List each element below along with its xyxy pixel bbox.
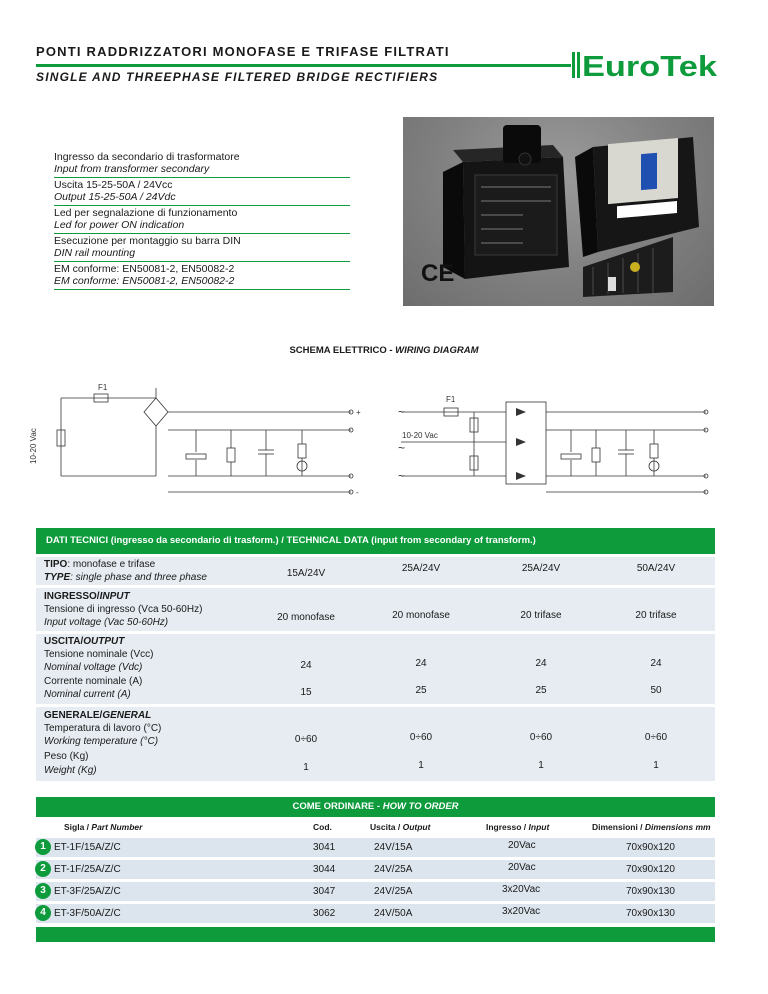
order-row	[36, 904, 715, 923]
order-code: 3044	[313, 864, 336, 875]
page-title: PONTI RADDRIZZATORI MONOFASE E TRIFASE FILTRATI	[36, 44, 450, 59]
feature-list	[54, 150, 350, 290]
type-label-en: TYPE: single phase and three phase	[44, 572, 207, 583]
voltage-value: 24	[535, 658, 547, 669]
current-value: 25	[415, 685, 427, 696]
feature-item	[54, 206, 350, 234]
col-part-number: Sigla / Part Number	[64, 822, 143, 832]
dimensions-value: 70x90x120	[626, 864, 675, 875]
feature-item	[54, 150, 350, 178]
feature-text-en: Output 15-25-50A / 24Vdc	[54, 191, 176, 203]
minus-label: -	[356, 488, 359, 497]
type-value: 50A/24V	[636, 563, 676, 574]
technical-data-header: DATI TECNICI (ingresso da secondario di trasform.) / TECHNICAL DATA (input from secondary of transform.)	[36, 528, 715, 554]
input-value: 20 trifase	[520, 610, 562, 621]
temp-value: 0÷60	[294, 734, 318, 745]
input-voltage-label-right: 10-20 Vac	[402, 431, 438, 440]
part-number: ET-3F/50A/Z/C	[54, 908, 121, 919]
row-number-badge: 1	[35, 839, 51, 855]
part-number: ET-1F/15A/Z/C	[54, 842, 121, 853]
type-value: 25A/24V	[521, 563, 561, 574]
current-value: 25	[535, 685, 547, 696]
input-label-it: Tensione di ingresso (Vca 50-60Hz)	[44, 604, 203, 615]
voltage-label-it: Tensione nominale (Vcc)	[44, 649, 154, 660]
input-label-en: Input voltage (Vac 50-60Hz)	[44, 617, 169, 628]
dimensions-value: 70x90x120	[626, 842, 675, 853]
input-value: 3x20Vac	[502, 884, 541, 895]
row-number-badge: 3	[35, 883, 51, 899]
general-row	[36, 707, 715, 781]
current-label-en: Nominal current (A)	[44, 689, 131, 700]
page-subtitle: SINGLE AND THREEPHASE FILTERED BRIDGE RECTIFIERS	[36, 70, 439, 84]
feature-item	[54, 234, 350, 262]
weight-label-it: Peso (Kg)	[44, 751, 89, 762]
col-output: Uscita / Output	[370, 822, 431, 832]
input-value: 20 monofase	[392, 610, 450, 621]
current-label-it: Corrente nominale (A)	[44, 676, 143, 687]
weight-value: 1	[538, 760, 544, 771]
voltage-value: 24	[415, 658, 427, 669]
feature-text-it: Led per segnalazione di funzionamento	[54, 207, 238, 219]
input-row	[36, 588, 715, 631]
temp-value: 0÷60	[529, 732, 553, 743]
input-value: 20Vac	[508, 840, 536, 851]
ac-symbol: ~	[398, 405, 406, 419]
output-header: USCITA/OUTPUT	[44, 636, 125, 647]
footer-bar	[36, 927, 715, 942]
voltage-value: 24	[300, 660, 312, 671]
ce-mark: CE	[421, 260, 455, 287]
output-value: 24V/15A	[374, 842, 413, 853]
fuse-label-right: F1	[446, 395, 456, 404]
output-value: 24V/50A	[374, 908, 413, 919]
voltage-label-en: Nominal voltage (Vdc)	[44, 662, 143, 673]
plus-label: +	[356, 408, 361, 417]
svg-text:EuroTek: EuroTek	[582, 51, 719, 80]
general-header: GENERALE/GENERAL	[44, 710, 152, 721]
order-code: 3062	[313, 908, 336, 919]
feature-text-en: DIN rail mounting	[54, 247, 136, 259]
input-voltage-label: 10-20 Vac	[29, 428, 38, 464]
part-number: ET-3F/25A/Z/C	[54, 886, 121, 897]
schema-title	[0, 345, 768, 356]
output-value: 24V/25A	[374, 886, 413, 897]
feature-text-en: Input from transformer secondary	[54, 163, 210, 175]
input-value: 3x20Vac	[502, 906, 541, 917]
row-number-badge: 2	[35, 861, 51, 877]
voltage-value: 24	[650, 658, 662, 669]
part-number: ET-1F/25A/Z/C	[54, 864, 121, 875]
col-input: Ingresso / Input	[486, 822, 550, 832]
fuse-label: F1	[98, 383, 108, 392]
order-code: 3041	[313, 842, 336, 853]
input-value: 20 monofase	[277, 612, 335, 623]
output-row	[36, 634, 715, 704]
weight-value: 1	[303, 762, 309, 773]
output-value: 24V/25A	[374, 864, 413, 875]
ac-symbol: ~	[398, 469, 406, 483]
order-row	[36, 838, 715, 857]
feature-text-en: Led for power ON indication	[54, 219, 185, 231]
type-value: 25A/24V	[401, 563, 441, 574]
type-row	[36, 557, 715, 585]
eurotek-logo	[572, 50, 720, 80]
col-cod: Cod.	[313, 822, 332, 832]
input-value: 20Vac	[508, 862, 536, 873]
feature-text-en: EM conforme: EN50081-2, EN50082-2	[54, 275, 235, 287]
schema-title-it: SCHEMA ELETTRICO -	[289, 345, 396, 356]
order-code: 3047	[313, 886, 336, 897]
feature-item	[54, 262, 350, 290]
product-photo	[403, 117, 714, 306]
type-label: TIPO: monofase e trifase	[44, 559, 156, 570]
current-value: 15	[300, 687, 312, 698]
order-header: COME ORDINARE - HOW TO ORDER	[36, 797, 715, 817]
weight-value: 1	[653, 760, 659, 771]
row-number-badge: 4	[35, 905, 51, 921]
order-row	[36, 860, 715, 879]
order-row	[36, 882, 715, 901]
ac-symbol: ~	[398, 441, 406, 455]
temp-label-it: Temperatura di lavoro (°C)	[44, 723, 162, 734]
dimensions-value: 70x90x130	[626, 886, 675, 897]
dimensions-value: 70x90x130	[626, 908, 675, 919]
type-value: 15A/24V	[286, 568, 326, 579]
feature-text-it: Esecuzione per montaggio su barra DIN	[54, 235, 241, 247]
temp-label-en: Working temperature (°C)	[44, 736, 159, 747]
feature-text-it: EM conforme: EN50081-2, EN50082-2	[54, 263, 235, 275]
weight-value: 1	[418, 760, 424, 771]
current-value: 50	[650, 685, 662, 696]
schema-title-en: WIRING DIAGRAM	[395, 345, 479, 356]
feature-text-it: Ingresso da secondario di trasformatore	[54, 151, 240, 163]
wiring-diagram	[26, 378, 726, 503]
weight-label-en: Weight (Kg)	[44, 765, 97, 776]
input-header: INGRESSO/INPUT	[44, 591, 130, 602]
input-value: 20 trifase	[635, 610, 677, 621]
temp-value: 0÷60	[644, 732, 668, 743]
feature-text-it: Uscita 15-25-50A / 24Vcc	[54, 179, 173, 191]
feature-item	[54, 178, 350, 206]
temp-value: 0÷60	[409, 732, 433, 743]
col-dimensions: Dimensioni / Dimensions mm	[592, 822, 711, 832]
title-rule	[36, 64, 571, 67]
